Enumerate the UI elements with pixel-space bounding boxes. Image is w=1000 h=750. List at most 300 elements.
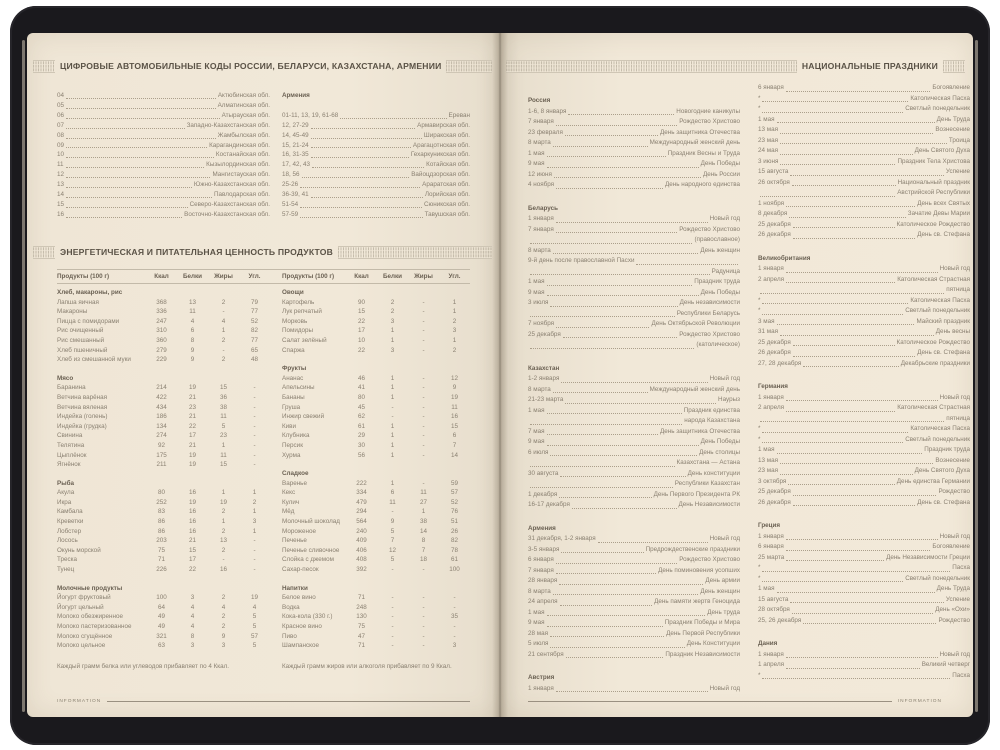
food-value: 479: [356, 498, 367, 506]
dot-leader: [566, 657, 664, 658]
food-row: [282, 527, 470, 537]
food-section: [57, 584, 270, 651]
row-value: Великий четверг: [921, 661, 970, 668]
food-value: 1: [221, 518, 226, 526]
country-heading: Германия: [758, 383, 788, 390]
food-value: 3: [190, 642, 195, 650]
dot-leader: [786, 272, 938, 273]
food-value: 19: [450, 393, 458, 401]
food-value: 6: [190, 327, 195, 335]
dot-leader: [762, 314, 903, 315]
dot-leader: [780, 463, 933, 464]
food-value: 11: [451, 403, 458, 411]
dot-leader: [530, 274, 710, 275]
dot-leader: [793, 356, 915, 357]
holiday-row: [758, 296, 970, 307]
food-name: Лук репчатый: [282, 308, 322, 316]
row-value: День св. Стефана: [917, 498, 970, 506]
row-label: 1 мая: [758, 585, 775, 592]
food-name: Шампанское: [282, 642, 319, 650]
food-value: 1: [221, 327, 226, 335]
row-value: Радуница: [711, 267, 740, 275]
holiday-row: [528, 267, 740, 278]
food-value: 203: [156, 537, 167, 545]
food-value: 5: [390, 556, 395, 564]
food-value: 78: [450, 546, 458, 554]
col-carb: Угл.: [248, 273, 261, 280]
holiday-row: [528, 309, 740, 320]
row-label: 26 декабря: [758, 498, 791, 506]
food-value: 336: [156, 308, 167, 316]
row-label: 1-2 января: [528, 375, 560, 382]
code-row: [57, 210, 270, 220]
dot-leader: [780, 154, 913, 155]
row-value: Австрийской Республики: [897, 189, 970, 196]
holiday-row: [758, 542, 970, 553]
row-label: 1 января: [758, 265, 784, 272]
row-value: Богоявление: [932, 543, 970, 550]
food-value: 23: [219, 432, 227, 440]
row-label: 24 мая: [758, 147, 778, 154]
row-value: День армии: [705, 577, 740, 584]
dot-leader: [636, 264, 738, 265]
holiday-row: [528, 427, 740, 438]
food-value: 11: [389, 498, 396, 506]
food-name: Свинина: [57, 432, 83, 440]
row-label: 08: [57, 131, 65, 139]
food-value: -: [391, 632, 394, 640]
dot-leader: [762, 442, 903, 443]
food-name: Молоко цельное: [57, 642, 106, 650]
row-label: 15 августа: [758, 595, 789, 603]
food-value: 564: [356, 518, 367, 526]
hatch-pattern-icon: [33, 60, 55, 73]
row-value: Католическая Пасха: [910, 94, 970, 102]
row-label: *: [758, 296, 761, 304]
holiday-section: [758, 639, 970, 681]
food-value: 22: [188, 566, 196, 574]
dot-leader: [66, 138, 216, 139]
col-protein: Белки: [382, 273, 403, 280]
dot-leader: [550, 455, 697, 456]
food-value: 16: [188, 518, 196, 526]
food-value: 1: [390, 451, 395, 459]
food-name: Акула: [57, 489, 75, 497]
row-value: (католическое): [696, 341, 740, 348]
food-value: 248: [356, 603, 367, 611]
row-label: 3 мая: [758, 317, 775, 325]
food-value: 64: [157, 603, 165, 611]
row-label: 30 августа: [528, 469, 559, 477]
food-row: [57, 622, 270, 632]
hatch-pattern-icon: [338, 246, 492, 259]
food-row: [282, 536, 470, 546]
food-name: Варенье: [282, 479, 307, 487]
holiday-row: [528, 684, 740, 695]
food-value: 49: [157, 623, 165, 630]
food-value: -: [253, 413, 256, 421]
holiday-row: [528, 149, 740, 160]
food-row: [282, 317, 470, 327]
dot-leader: [786, 400, 938, 401]
dot-leader: [553, 253, 699, 254]
codes-list-armenia: [282, 91, 470, 220]
food-name: Треска: [57, 556, 78, 564]
row-label: 23 мая: [758, 136, 778, 144]
row-label: 1-6, 8 января: [528, 107, 567, 115]
row-value: Светлый понедельник: [905, 574, 970, 582]
dot-leader: [780, 474, 913, 475]
row-value: Западно-Казахстанская обл.: [186, 121, 270, 129]
row-value: День народного единства: [664, 181, 740, 188]
row-label: 7 января: [528, 225, 554, 233]
row-value: Праздник Весны и Труда: [667, 149, 740, 157]
food-value: 52: [250, 317, 258, 325]
holiday-row: [528, 566, 740, 577]
food-table-header-right: [282, 273, 470, 280]
row-label: 3 октября: [758, 477, 787, 485]
food-row: [57, 307, 270, 317]
food-group-title: Рыба: [57, 479, 74, 487]
food-value: 5: [221, 422, 226, 430]
food-row: [282, 298, 470, 308]
row-label: 8 марта: [528, 385, 551, 393]
row-label: 7 ноября: [528, 320, 555, 327]
row-label: 21-23 марта: [528, 396, 564, 403]
row-value: Новый год: [709, 684, 740, 692]
food-value: 1: [390, 441, 395, 449]
codes-section-title: ЦИФРОВЫЕ АВТОМОБИЛЬНЫЕ КОДЫ РОССИИ, БЕЛАРУСИ, КАЗАХСТАНА, АРМЕНИИ: [60, 61, 442, 71]
food-value: 4: [190, 613, 195, 621]
food-value: -: [422, 317, 425, 325]
dot-leader: [556, 573, 656, 574]
food-value: 6: [390, 489, 395, 497]
row-value: День Независимости Греции: [886, 553, 970, 561]
food-value: -: [253, 393, 256, 401]
row-label: 36-39, 41: [282, 191, 309, 199]
row-label: 05: [57, 101, 65, 109]
food-group-title: Хлеб, макароны, рис: [57, 289, 123, 296]
food-value: -: [422, 393, 425, 401]
dot-leader: [786, 657, 938, 658]
row-value: Араратская обл.: [422, 181, 470, 189]
holiday-row: [528, 490, 740, 501]
row-label: 5 июля: [528, 640, 549, 647]
row-label: 3 июля: [528, 299, 549, 306]
holiday-row: [528, 395, 740, 406]
row-value: День Первой Республики: [666, 629, 740, 637]
food-value: 100: [156, 594, 167, 602]
row-value: День св. Стефана: [917, 231, 970, 238]
code-row: [57, 121, 270, 131]
food-value: 9: [390, 518, 395, 526]
food-value: -: [253, 403, 256, 411]
dot-leader: [789, 217, 906, 218]
code-row: [57, 101, 270, 111]
food-value: 422: [156, 393, 167, 401]
country-heading: Беларусь: [528, 204, 559, 212]
holiday-row: [528, 374, 740, 385]
food-value: 8: [190, 632, 195, 640]
row-value: Казахстана — Астана: [676, 459, 740, 466]
dot-leader: [66, 108, 216, 109]
row-value: Жамбылская обл.: [217, 131, 270, 139]
dot-leader: [777, 122, 935, 123]
food-row: [282, 479, 470, 489]
row-label: 26 декабря: [758, 349, 791, 356]
holidays-column-1: [528, 83, 740, 694]
row-label: 31 декабря, 1-2 января: [528, 535, 596, 542]
row-value: Зачатие Девы Марии: [907, 210, 970, 217]
food-name: Бананы: [282, 393, 305, 401]
food-row: [282, 346, 470, 356]
row-label: 16-17 декабря: [528, 501, 570, 508]
food-name: Окунь морской: [57, 546, 101, 554]
row-value: Северо-Казахстанская обл.: [189, 200, 270, 208]
dot-leader: [568, 114, 674, 115]
row-label: 3-5 января: [528, 545, 560, 553]
dot-leader: [311, 138, 422, 139]
col-kcal: Ккал: [354, 273, 369, 280]
holiday-row: [758, 671, 970, 682]
food-value: -: [453, 632, 456, 640]
food-value: 9: [190, 346, 195, 354]
row-value: День женщин: [700, 246, 740, 254]
row-label: 04: [57, 92, 65, 99]
food-value: 16: [219, 566, 227, 574]
food-value: 12: [450, 374, 458, 382]
food-value: 9: [190, 356, 195, 364]
row-value: День защитника Отечества: [660, 128, 740, 136]
food-name: Креветки: [57, 518, 84, 526]
code-row: [282, 150, 470, 160]
dot-leader: [556, 563, 677, 564]
food-value: 57: [450, 489, 458, 497]
page-footer-right: [528, 699, 942, 704]
food-name: Индейка (грудка): [57, 422, 107, 430]
row-label: 17, 42, 43: [282, 161, 311, 169]
dot-leader: [66, 128, 185, 129]
row-value: Католическое Рождество: [896, 220, 970, 228]
dot-leader: [340, 118, 446, 119]
food-value: -: [391, 603, 394, 611]
holiday-row: [528, 576, 740, 587]
dot-leader: [530, 466, 675, 467]
row-value: Богоявление: [932, 84, 970, 91]
food-name: Телятина: [57, 441, 85, 449]
row-value: Ширакская обл.: [423, 131, 470, 139]
food-section: [282, 584, 470, 651]
row-label: 1 января: [758, 650, 784, 658]
food-value: 2: [452, 317, 457, 325]
holiday-row: [528, 500, 740, 511]
food-value: 4: [190, 317, 195, 325]
dot-leader: [312, 167, 424, 168]
holiday-row: [758, 414, 970, 425]
row-value: Международный женский день: [649, 139, 740, 146]
dot-leader: [553, 594, 699, 595]
food-value: 321: [156, 632, 167, 640]
row-value: Сюникская обл.: [423, 200, 470, 208]
dot-leader: [66, 177, 210, 178]
food-value: 1: [221, 441, 226, 449]
food-value: 19: [250, 594, 258, 602]
food-value: 23: [188, 403, 196, 411]
row-value: Вознесение: [935, 456, 970, 464]
food-row: [57, 612, 270, 622]
holiday-row: [758, 338, 970, 349]
food-value: 30: [357, 441, 365, 449]
food-value: 1: [390, 393, 395, 401]
country-heading: Армения: [282, 92, 310, 99]
food-section: [57, 374, 270, 470]
food-row: [282, 641, 470, 651]
row-label: 57-59: [282, 210, 299, 218]
food-value: 4: [221, 603, 226, 611]
dot-leader: [556, 188, 663, 189]
holiday-section: [528, 204, 740, 351]
food-value: 13: [188, 298, 196, 306]
food-value: 2: [452, 346, 457, 354]
food-name: Груша: [282, 403, 301, 411]
food-row: [282, 565, 470, 575]
dot-leader: [792, 613, 933, 614]
food-value: 77: [250, 308, 258, 316]
row-label: 24 апреля: [528, 598, 558, 605]
food-section: [57, 479, 270, 575]
food-value: 1: [252, 527, 257, 535]
code-row: [57, 180, 270, 190]
food-value: -: [253, 537, 256, 545]
row-label: 31 мая: [758, 328, 778, 335]
food-value: 1: [252, 489, 257, 497]
food-value: 19: [188, 384, 196, 392]
dot-leader: [547, 626, 663, 627]
food-value: 8: [421, 537, 426, 545]
row-label: *: [758, 425, 761, 432]
holiday-row: [758, 574, 970, 585]
row-value: День России: [702, 170, 740, 178]
dot-leader: [66, 207, 188, 208]
row-value: Рождество: [938, 488, 970, 495]
dot-leader: [780, 335, 934, 336]
food-name: Ветчина варёная: [57, 393, 108, 401]
row-value: народа Казахстана: [684, 417, 740, 424]
dot-leader: [530, 487, 673, 488]
row-value: Рождество: [938, 616, 970, 624]
food-value: -: [422, 441, 425, 449]
footer-label: INFORMATION: [897, 699, 942, 704]
food-name: Лапша яичная: [57, 298, 99, 306]
code-row: [57, 91, 270, 101]
food-value: 71: [357, 642, 365, 650]
food-value: 240: [356, 527, 367, 535]
dot-leader: [760, 421, 944, 422]
row-value: Католическая Пасха: [910, 425, 970, 432]
row-value: Кызылординская обл.: [206, 161, 270, 169]
food-value: 130: [356, 613, 367, 621]
hatch-pattern-icon: [943, 60, 965, 73]
food-value-table: [57, 269, 470, 651]
food-value: 71: [157, 556, 165, 564]
code-row: [282, 160, 470, 170]
dot-leader: [762, 571, 950, 572]
dot-leader: [66, 118, 220, 119]
food-section: [57, 288, 270, 365]
dot-leader: [300, 217, 422, 218]
food-name: Цыплёнок: [57, 451, 87, 459]
food-value: 52: [450, 498, 458, 506]
food-group-title: Фрукты: [282, 365, 307, 373]
holiday-row: [758, 650, 970, 661]
food-value: 186: [156, 413, 167, 421]
holiday-row: [758, 393, 970, 404]
food-value: 226: [156, 566, 167, 574]
dot-leader: [793, 345, 895, 346]
row-value: Атырауская обл.: [221, 111, 270, 119]
food-value: -: [422, 422, 425, 430]
dot-leader: [547, 167, 699, 168]
food-name: Ветчина вяленая: [57, 403, 108, 411]
row-value: День труда: [707, 608, 740, 616]
row-label: 3 июня: [758, 157, 779, 165]
dot-leader: [793, 495, 937, 496]
food-table-header: [57, 269, 470, 284]
food-value: 392: [356, 566, 367, 574]
dot-leader: [561, 382, 707, 383]
row-value: Наурыз: [718, 396, 740, 403]
holiday-row: [758, 456, 970, 467]
food-value: 17: [188, 432, 196, 440]
row-value: День женщин: [700, 587, 740, 595]
holiday-row: [758, 146, 970, 157]
food-name: Макароны: [57, 308, 88, 316]
food-value: 1: [390, 479, 395, 487]
food-row: [57, 441, 270, 451]
holiday-row: [758, 188, 970, 199]
holiday-row: [528, 256, 740, 267]
row-label: 01-11, 13, 19, 61-68: [282, 111, 339, 119]
row-value: День Первого Президента РК: [653, 490, 740, 498]
row-label: 8 марта: [528, 246, 551, 254]
dot-leader: [762, 432, 908, 433]
food-name: Молочный шоколад: [282, 518, 340, 526]
food-name: Молоко обезжиренное: [57, 613, 123, 621]
food-name: Белое вино: [282, 594, 316, 602]
row-value: Рождество Христово: [679, 556, 740, 563]
holiday-row: [758, 584, 970, 595]
dot-leader: [563, 337, 677, 338]
food-value: 3: [190, 594, 195, 602]
row-label: 9 мая: [528, 288, 545, 296]
food-value: -: [422, 479, 425, 487]
food-value: 79: [250, 298, 258, 306]
food-row: [282, 383, 470, 393]
row-label: 23 февраля: [528, 128, 563, 136]
food-row: [57, 546, 270, 556]
food-value: 71: [357, 594, 365, 602]
food-value: 38: [219, 403, 227, 411]
food-row: [57, 460, 270, 470]
holiday-row: [528, 545, 740, 556]
food-name: Водка: [282, 603, 300, 611]
food-value: -: [422, 384, 425, 392]
food-value: 5: [252, 623, 257, 630]
food-table-header-left: [57, 273, 270, 280]
holiday-row: [528, 225, 740, 236]
holiday-row: [528, 629, 740, 640]
row-value: Лорийская обл.: [424, 191, 470, 199]
